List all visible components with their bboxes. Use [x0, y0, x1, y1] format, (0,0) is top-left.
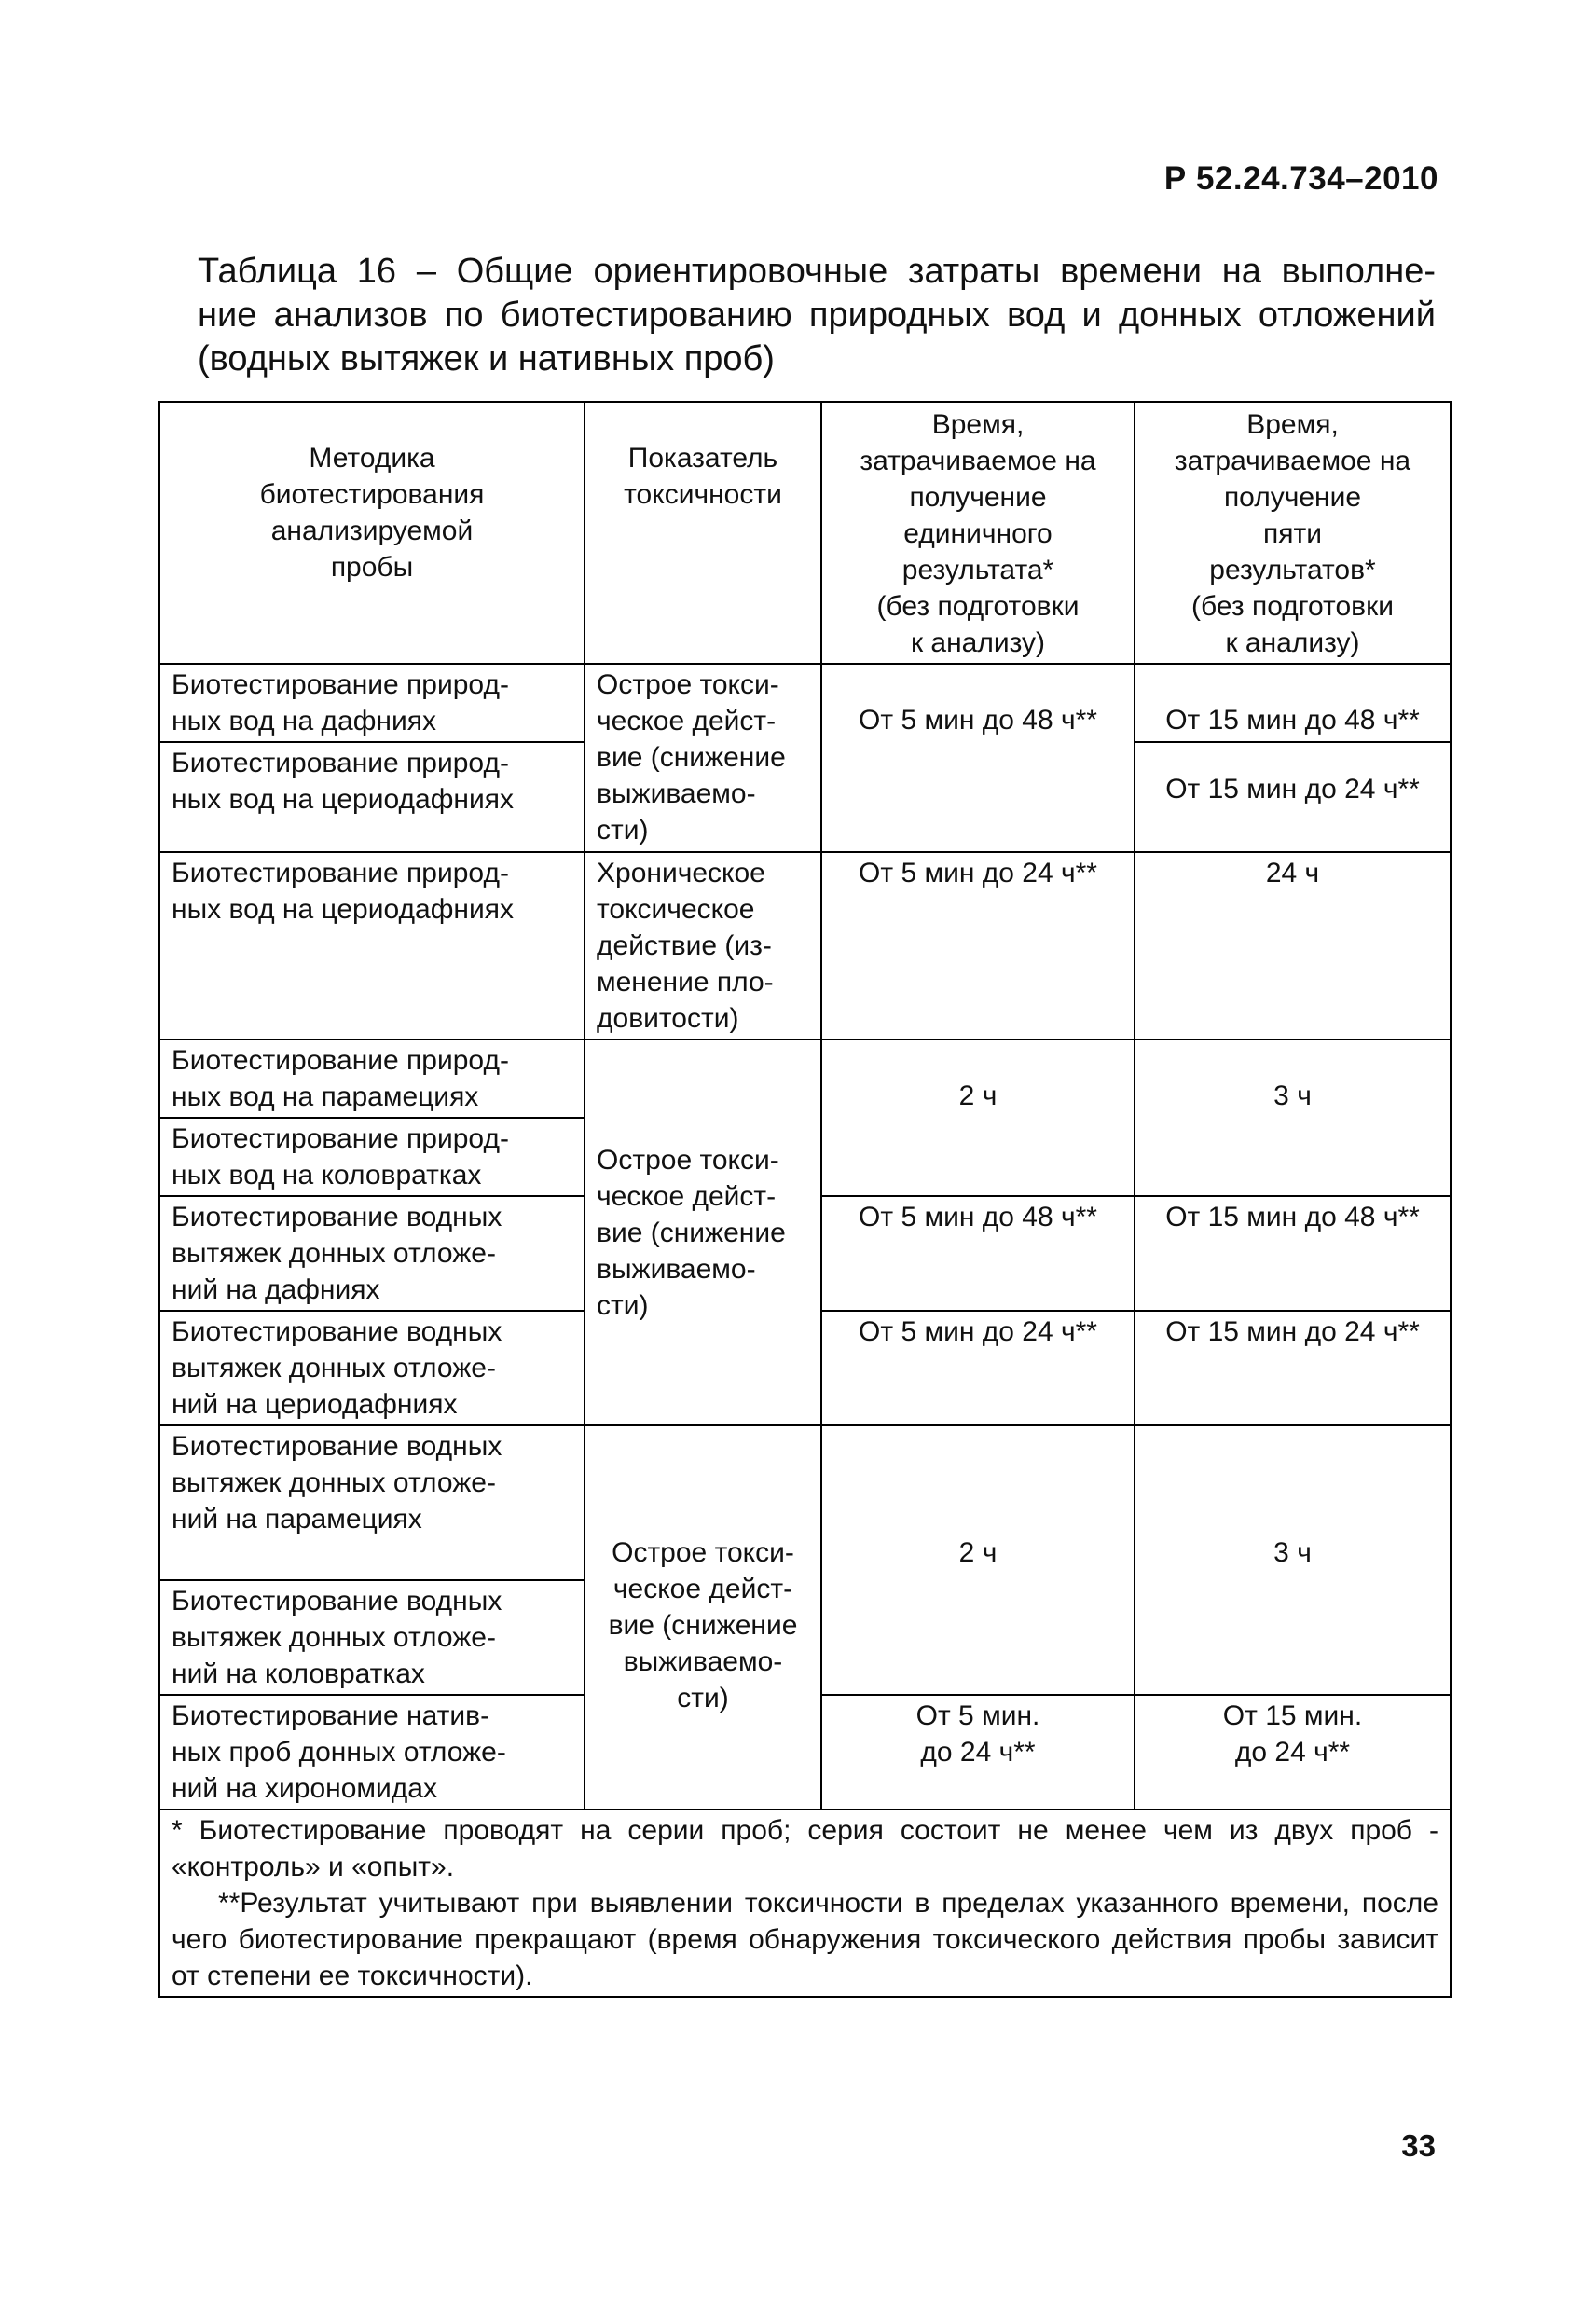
method-cell: Биотестирование природ- ных вод на цериодафниях — [159, 852, 585, 1039]
method-cell: Биотестирование водных вытяжек донных отложе- ний на парамециях — [159, 1425, 585, 1580]
time-five-cell: От 15 мин до 24 ч** — [1135, 742, 1451, 852]
method-cell: Биотестирование природ- ных вод на дафниях — [159, 664, 585, 742]
time-five-cell: 24 ч — [1135, 852, 1451, 1039]
caption-line: Таблица 16 – Общие ориентировочные затраты времени на выполне- — [198, 252, 1436, 291]
header-indicator: Показатель токсичности — [585, 402, 821, 664]
time-five-cell: 3 ч — [1135, 1039, 1451, 1196]
table-caption — [198, 250, 1436, 381]
table-row — [159, 852, 1451, 1039]
table-row — [159, 1425, 1451, 1580]
footnote-2: **Результат учитывают при выявлении токсичности в пределах указанного времени, после чего биотестирование прекращают (время обнаружения токсического действия пробы зависит от степени ее токсичности). — [172, 1888, 1438, 1991]
time-five-cell: От 15 мин до 48 ч** — [1135, 1196, 1451, 1311]
table-notes-row — [159, 1810, 1451, 1997]
method-cell: Биотестирование природ- ных вод на цериодафниях — [159, 742, 585, 852]
time-single-cell: От 5 мин. до 24 ч** — [821, 1695, 1135, 1810]
indicator-cell: Острое токси- ческое дейст- вие (снижение выживаемо- сти) — [585, 1425, 821, 1810]
table-header-row — [159, 402, 1451, 664]
header-method: Методика биотестирования анализируемой пробы — [159, 402, 585, 664]
table-row — [159, 664, 1451, 742]
table-row — [159, 1039, 1451, 1118]
time-single-cell: 2 ч — [821, 1425, 1135, 1695]
method-cell: Биотестирование натив- ных проб донных отложе- ний на хирономидах — [159, 1695, 585, 1810]
method-cell: Биотестирование природ- ных вод на коловратках — [159, 1118, 585, 1196]
document-code: Р 52.24.734–2010 — [1163, 160, 1438, 197]
header-time-single: Время, затрачиваемое на получение единичного результата* (без подготовки к анализу) — [821, 402, 1135, 664]
biotesting-time-table — [158, 401, 1452, 1998]
indicator-cell: Хроническое токсическое действие (из- менение пло- довитости) — [585, 852, 821, 1039]
footnote-1: * Биотестирование проводят на серии проб; серия состоит не менее чем из двух проб - «контроль» и «опыт». — [172, 1815, 1438, 1882]
method-cell: Биотестирование водных вытяжек донных отложе- ний на цериодафниях — [159, 1311, 585, 1425]
header-time-five: Время, затрачиваемое на получение пяти результатов* (без подготовки к анализу) — [1135, 402, 1451, 664]
indicator-cell: Острое токси- ческое дейст- вие (снижение выживаемо- сти) — [585, 1039, 821, 1425]
table-notes — [159, 1810, 1451, 1997]
time-five-cell: От 15 мин до 48 ч** — [1135, 664, 1451, 742]
method-cell: Биотестирование водных вытяжек донных отложе- ний на коловратках — [159, 1580, 585, 1695]
caption-line: (водных вытяжек и нативных проб) — [198, 339, 775, 378]
time-single-cell: От 5 мин до 24 ч** — [821, 1311, 1135, 1425]
page-number: 33 — [1401, 2128, 1436, 2163]
time-single-cell: От 5 мин до 24 ч** — [821, 852, 1135, 1039]
time-five-cell: От 15 мин. до 24 ч** — [1135, 1695, 1451, 1810]
time-single-cell: 2 ч — [821, 1039, 1135, 1196]
method-cell: Биотестирование природ- ных вод на парамециях — [159, 1039, 585, 1118]
indicator-cell: Острое токси- ческое дейст- вие (снижение выживаемо- сти) — [585, 664, 821, 852]
time-five-cell: 3 ч — [1135, 1425, 1451, 1695]
time-single-cell: От 5 мин до 48 ч** — [821, 664, 1135, 852]
caption-line: ние анализов по биотестированию природных вод и донных отложений — [198, 296, 1436, 335]
time-single-cell: От 5 мин до 48 ч** — [821, 1196, 1135, 1311]
method-cell: Биотестирование водных вытяжек донных отложе- ний на дафниях — [159, 1196, 585, 1311]
time-five-cell: От 15 мин до 24 ч** — [1135, 1311, 1451, 1425]
